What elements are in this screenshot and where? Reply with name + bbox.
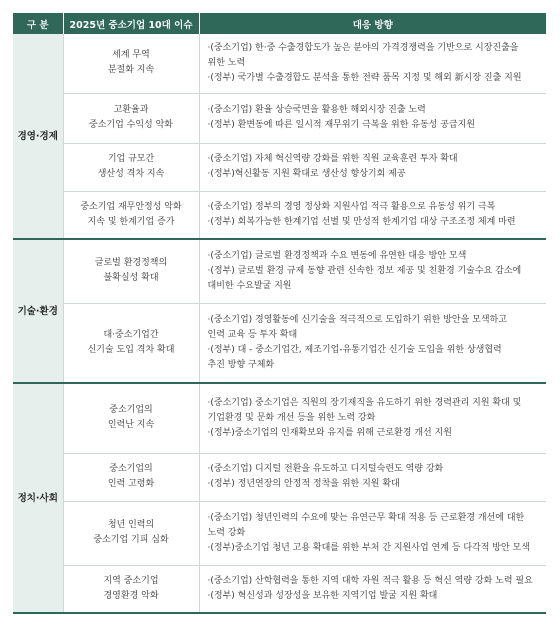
response-line: ·(중소기업) 경영활동에 신기술을 적극적으로 도입하기 위한 방안을 모색하고 [207,314,507,325]
table-row [13,303,546,383]
issue-line: 고환율과 [113,105,149,115]
response-line: ·(정부) 회복가능한 한계기업 선별 및 만성적 한계기업 대상 구조조정 체계 마련 [207,216,516,227]
issue-line: 분절화 지속 [107,65,155,76]
response-cell [199,191,546,239]
response-cell [199,239,546,303]
issue-line: 대·중소기업간 [103,329,159,340]
response-line: ·(중소기업) 자체 혁신역량 강화를 위한 직원 교육훈련 투자 확대 [207,154,458,164]
response-line: ·(중소기업) 한·중 수출경합도가 높은 분야의 가격경쟁력을 기반으로 시장진출을 [207,42,519,53]
table-row [13,383,546,453]
issue-cell [63,239,199,303]
response-line: ·(정부)혁신활동 지원 확대로 생산성 향상기회 제공 [207,169,406,179]
issue-line: 글로벌 환경정책의 [94,258,168,269]
response-line: ·(정부) 대 - 중소기업간, 제조기업-유통기업간 신기술 도입을 위한 상생협력 [207,344,502,355]
issue-cell [63,501,199,565]
category-cell: 기술·환경 [13,239,63,383]
category-cell: 정치·사회 [13,383,63,613]
response-line: ·(중소기업) 산학협력을 통한 지역 대학 자원 적극 활용 등 혁신 역량 강화 노력 필요 [207,575,533,586]
response-line: 노력 강화 [207,527,246,538]
issues-table [13,13,546,614]
response-cell [199,565,546,613]
issue-line: 청년 인력의 [107,520,155,530]
issue-line: 인력 고령화 [107,479,155,489]
issues-table-container [13,13,546,614]
response-line: 기업환경 및 문화 개선 등을 위한 노력 강화 [207,412,376,423]
issue-line: 지속 및 한계기업 증가 [87,216,175,227]
response-cell [199,34,546,93]
response-line: ·(중소기업) 디지털 전환을 유도하고 디지털숙련도 역량 강화 [207,464,444,474]
issue-line: 중소기업의 [109,405,153,416]
issue-line: 생산성 격차 지속 [97,169,165,179]
issue-line: 신기술 도입 격차 확대 [87,344,175,355]
response-line: ·(중소기업) 환율 상승국면을 활용한 해외시장 진출 노력 [207,105,426,115]
response-line: 위한 노력 [207,57,246,68]
issue-cell [63,191,199,239]
issue-line: 인력난 지속 [107,420,155,431]
table-row [13,239,546,303]
table-row [13,191,546,239]
response-cell [199,143,546,191]
issue-cell [63,565,199,613]
response-cell [199,383,546,453]
issue-line: 중소기업의 [109,464,153,474]
table-row [13,501,546,565]
category-cell: 경영·경제 [13,34,63,239]
response-cell [199,93,546,143]
header-response: 대응 방향 [199,13,546,34]
response-line: ·(정부) 환변동에 따른 일시적 재무위기 극복을 위한 유동성 공급지원 [207,120,476,130]
header-issue: 2025년 중소기업 10대 이슈 [63,13,199,34]
response-line: ·(정부) 국가별 수출경합도 분석을 통한 전략 품목 지정 및 해외 新시장 진출 지원 [207,72,522,83]
response-line: 인력 교육 등 투자 확대 [207,329,298,340]
issue-cell [63,34,199,93]
issue-cell [63,383,199,453]
response-cell [199,501,546,565]
issue-line: 기업 규모간 [107,154,155,164]
table-row [13,565,546,613]
issue-cell [63,303,199,383]
response-line: 대비한 수요발굴 지원 [207,280,292,291]
response-line: ·(정부) 혁신성과 성장성을 보유한 지역기업 발굴 지원 확대 [207,590,438,601]
issue-line: 중소기업 수익성 악화 [89,120,173,130]
issue-line: 불확실성 확대 [103,273,159,284]
response-line: ·(정부) 정년연장의 안정적 정착을 위한 지원 확대 [207,479,400,489]
response-line: ·(중소기업) 정부의 경영 정상화 지원사업 적극 활용으로 유동성 위기 극복 [207,201,496,212]
response-line: ·(정부)중소기업 청년 고용 확대를 위한 부처 간 지원사업 연계 등 다각적 방안 모색 [207,542,530,553]
issue-cell [63,453,199,501]
issue-line: 경영환경 악화 [103,590,159,601]
table-body [13,34,546,613]
issue-line: 중소기업 재무안정성 악화 [80,201,182,212]
table-row [13,143,546,191]
table-header-row [13,13,546,34]
response-line: ·(중소기업) 청년인력의 수요에 맞는 유연근무 확대 적용 등 근로환경 개선에 대한 [207,512,525,523]
response-line: ·(정부) 글로벌 환경 규제 동향 관련 신속한 정보 제공 및 친환경 기술수요 감소에 [207,265,522,276]
issue-line: 지역 중소기업 [103,575,159,586]
issue-line: 세계 무역 [112,50,150,61]
issue-cell [63,93,199,143]
issue-cell [63,143,199,191]
issue-line: 중소기업 기피 심화 [93,535,169,545]
response-line: ·(중소기업) 중소기업은 직원의 장기재직을 유도하기 위한 경력관리 지원 확대 및 [207,397,522,408]
response-cell [199,303,546,383]
table-row [13,93,546,143]
response-line: ·(중소기업) 글로벌 환경정책과 수요 변동에 유연한 대응 방안 모색 [207,250,467,261]
table-row [13,34,546,93]
response-line: ·(정부)중소기업의 인재확보와 유지를 위해 근로환경 개선 지원 [207,427,452,438]
response-cell [199,453,546,501]
header-category: 구 분 [13,13,63,34]
table-row [13,453,546,501]
response-line: 추진 방향 구체화 [207,359,275,370]
